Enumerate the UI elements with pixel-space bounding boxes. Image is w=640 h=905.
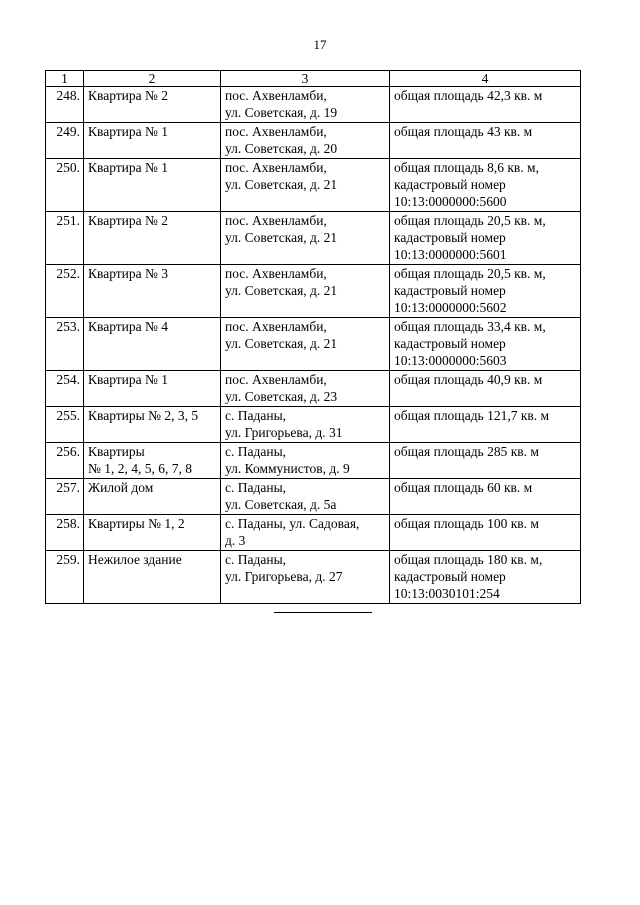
object-name: Квартиры № 1, 2 — [84, 515, 221, 551]
table-header-row — [46, 71, 581, 87]
object-details: общая площадь 180 кв. м, кадастровый номер 10:13:0030101:254 — [390, 551, 581, 604]
table-row — [46, 212, 581, 265]
object-address: с. Паданы, ул. Садовая, д. 3 — [221, 515, 390, 551]
table-row — [46, 551, 581, 604]
object-details: общая площадь 33,4 кв. м, кадастровый номер 10:13:0000000:5603 — [390, 318, 581, 371]
table-row — [46, 265, 581, 318]
object-details: общая площадь 43 кв. м — [390, 123, 581, 159]
object-address: пос. Ахвенламби, ул. Советская, д. 21 — [221, 212, 390, 265]
object-address: пос. Ахвенламби, ул. Советская, д. 21 — [221, 318, 390, 371]
object-name: Квартира № 3 — [84, 265, 221, 318]
object-address: пос. Ахвенламби, ул. Советская, д. 20 — [221, 123, 390, 159]
row-number: 250. — [46, 159, 84, 212]
object-name: Квартира № 2 — [84, 212, 221, 265]
table-row — [46, 443, 581, 479]
object-name: Нежилое здание — [84, 551, 221, 604]
table-row — [46, 515, 581, 551]
table-row — [46, 407, 581, 443]
object-details: общая площадь 121,7 кв. м — [390, 407, 581, 443]
column-header-4: 4 — [390, 71, 581, 87]
table-row — [46, 159, 581, 212]
row-number: 252. — [46, 265, 84, 318]
row-number: 253. — [46, 318, 84, 371]
end-of-table-line — [274, 612, 372, 613]
column-header-2: 2 — [84, 71, 221, 87]
object-address: с. Паданы, ул. Коммунистов, д. 9 — [221, 443, 390, 479]
object-address: пос. Ахвенламби, ул. Советская, д. 23 — [221, 371, 390, 407]
table-row — [46, 87, 581, 123]
property-table — [45, 70, 581, 604]
object-address: пос. Ахвенламби, ул. Советская, д. 21 — [221, 265, 390, 318]
row-number: 256. — [46, 443, 84, 479]
page-number: 17 — [313, 37, 327, 52]
object-name: Квартира № 1 — [84, 371, 221, 407]
object-address: с. Паданы, ул. Григорьева, д. 27 — [221, 551, 390, 604]
object-address: пос. Ахвенламби, ул. Советская, д. 21 — [221, 159, 390, 212]
object-details: общая площадь 42,3 кв. м — [390, 87, 581, 123]
row-number: 255. — [46, 407, 84, 443]
row-number: 249. — [46, 123, 84, 159]
table-row — [46, 123, 581, 159]
object-name: Квартира № 2 — [84, 87, 221, 123]
column-header-3: 3 — [221, 71, 390, 87]
object-name: Квартира № 1 — [84, 123, 221, 159]
table-row — [46, 318, 581, 371]
object-details: общая площадь 60 кв. м — [390, 479, 581, 515]
object-name: Жилой дом — [84, 479, 221, 515]
table-row — [46, 479, 581, 515]
table-row — [46, 371, 581, 407]
object-details: общая площадь 100 кв. м — [390, 515, 581, 551]
row-number: 248. — [46, 87, 84, 123]
object-name: Квартира № 1 — [84, 159, 221, 212]
object-address: с. Паданы, ул. Советская, д. 5а — [221, 479, 390, 515]
row-number: 254. — [46, 371, 84, 407]
column-header-1: 1 — [46, 71, 84, 87]
row-number: 258. — [46, 515, 84, 551]
object-details: общая площадь 20,5 кв. м, кадастровый номер 10:13:0000000:5602 — [390, 265, 581, 318]
object-details: общая площадь 20,5 кв. м, кадастровый номер 10:13:0000000:5601 — [390, 212, 581, 265]
object-details: общая площадь 8,6 кв. м, кадастровый номер 10:13:0000000:5600 — [390, 159, 581, 212]
object-name: Квартиры № 1, 2, 4, 5, 6, 7, 8 — [84, 443, 221, 479]
object-details: общая площадь 40,9 кв. м — [390, 371, 581, 407]
object-address: пос. Ахвенламби, ул. Советская, д. 19 — [221, 87, 390, 123]
row-number: 259. — [46, 551, 84, 604]
row-number: 251. — [46, 212, 84, 265]
object-name: Квартиры № 2, 3, 5 — [84, 407, 221, 443]
object-details: общая площадь 285 кв. м — [390, 443, 581, 479]
object-address: с. Паданы, ул. Григорьева, д. 31 — [221, 407, 390, 443]
object-name: Квартира № 4 — [84, 318, 221, 371]
row-number: 257. — [46, 479, 84, 515]
